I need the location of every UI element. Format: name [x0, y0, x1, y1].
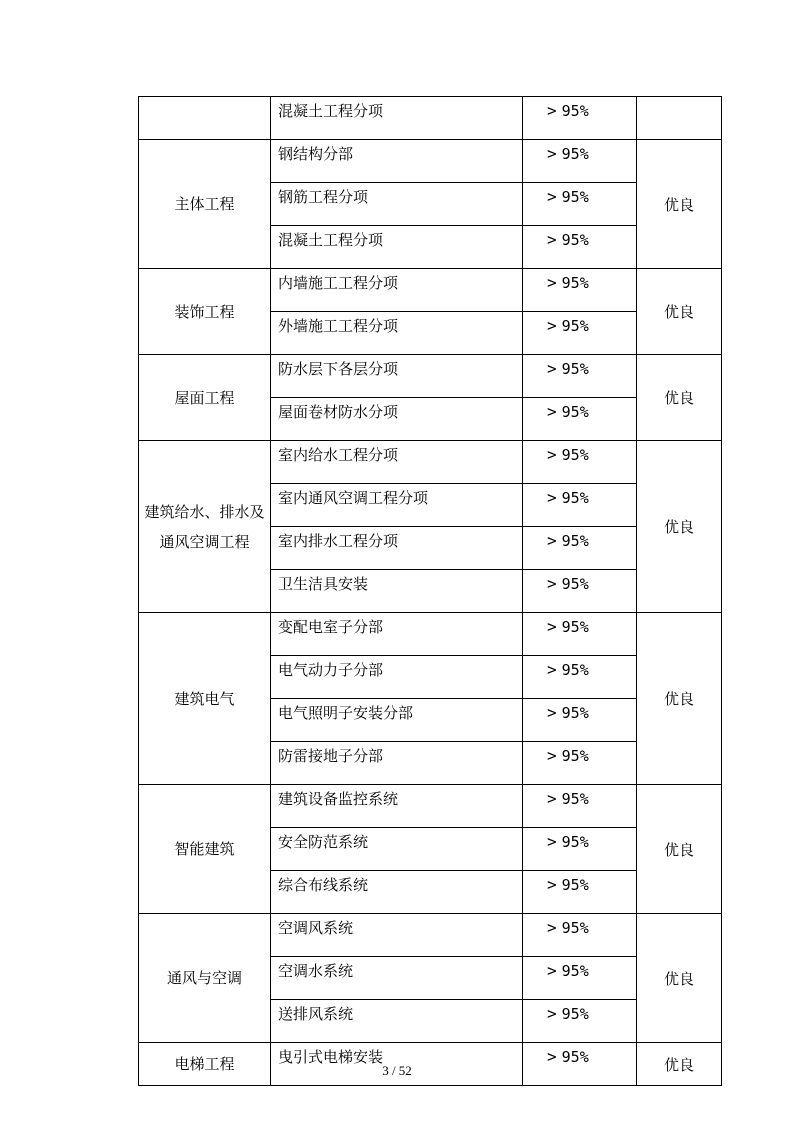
item-name-cell: 曳引式电梯安装: [271, 1043, 523, 1086]
rate-cell: [523, 785, 637, 828]
rate-value: 95%: [561, 317, 589, 335]
rate-cell: [523, 312, 637, 355]
rate-value: 95%: [561, 231, 589, 249]
item-name-cell: 电气照明子安装分部: [271, 699, 523, 742]
item-name-cell: 送排风系统: [271, 1000, 523, 1043]
table-row: [139, 355, 722, 398]
rate-value: 95%: [561, 532, 589, 550]
part-name-cell: 主体工程: [139, 140, 271, 269]
grade-cell: 优良: [637, 269, 722, 355]
greater-than-sign: >: [547, 531, 557, 550]
part-name-cell: 电梯工程: [139, 1043, 271, 1086]
rate-cell: [523, 828, 637, 871]
part-name-cell: [139, 97, 271, 140]
item-name-cell: 防水层下各层分项: [271, 355, 523, 398]
table-row: [139, 269, 722, 312]
greater-than-sign: >: [547, 1004, 557, 1023]
rate-value: 95%: [561, 102, 589, 120]
rate-cell: [523, 355, 637, 398]
greater-than-sign: >: [547, 789, 557, 808]
item-name-cell: 电气动力子分部: [271, 656, 523, 699]
rate-value: 95%: [561, 274, 589, 292]
rate-cell: [523, 742, 637, 785]
rate-value: 95%: [561, 446, 589, 464]
item-name-cell: 防雷接地子分部: [271, 742, 523, 785]
greater-than-sign: >: [547, 875, 557, 894]
rate-cell: [523, 140, 637, 183]
grade-cell: 优良: [637, 1043, 722, 1086]
item-name-cell: 综合布线系统: [271, 871, 523, 914]
item-name-cell: 混凝土工程分项: [271, 226, 523, 269]
greater-than-sign: >: [547, 617, 557, 636]
table-row: [139, 914, 722, 957]
rate-cell: [523, 570, 637, 613]
rate-cell: [523, 1000, 637, 1043]
greater-than-sign: >: [547, 187, 557, 206]
rate-value: 95%: [561, 489, 589, 507]
part-name-cell: 建筑电气: [139, 613, 271, 785]
rate-value: 95%: [561, 833, 589, 851]
greater-than-sign: >: [547, 101, 557, 120]
rate-value: 95%: [561, 1005, 589, 1023]
greater-than-sign: >: [547, 832, 557, 851]
rate-value: 95%: [561, 747, 589, 765]
item-name-cell: 屋面卷材防水分项: [271, 398, 523, 441]
rate-cell: [523, 914, 637, 957]
rate-value: 95%: [561, 188, 589, 206]
rate-value: 95%: [561, 618, 589, 636]
rate-cell: [523, 484, 637, 527]
table-row: [139, 785, 722, 828]
rate-cell: [523, 398, 637, 441]
greater-than-sign: >: [547, 703, 557, 722]
item-name-cell: 空调风系统: [271, 914, 523, 957]
rate-value: 95%: [561, 704, 589, 722]
table-body: [139, 97, 722, 1086]
greater-than-sign: >: [547, 359, 557, 378]
greater-than-sign: >: [547, 488, 557, 507]
rate-cell: [523, 699, 637, 742]
item-name-cell: 卫生洁具安装: [271, 570, 523, 613]
greater-than-sign: >: [547, 574, 557, 593]
part-name-cell: 装饰工程: [139, 269, 271, 355]
grade-cell: 优良: [637, 785, 722, 914]
quality-table: [138, 96, 722, 1086]
greater-than-sign: >: [547, 445, 557, 464]
item-name-cell: 室内排水工程分项: [271, 527, 523, 570]
rate-cell: [523, 527, 637, 570]
rate-value: 95%: [561, 360, 589, 378]
greater-than-sign: >: [547, 918, 557, 937]
rate-value: 95%: [561, 876, 589, 894]
greater-than-sign: >: [547, 230, 557, 249]
rate-cell: [523, 957, 637, 1000]
greater-than-sign: >: [547, 961, 557, 980]
rate-value: 95%: [561, 575, 589, 593]
item-name-cell: 外墙施工工程分项: [271, 312, 523, 355]
item-name-cell: 空调水系统: [271, 957, 523, 1000]
item-name-cell: 钢结构分部: [271, 140, 523, 183]
item-name-cell: 建筑设备监控系统: [271, 785, 523, 828]
rate-cell: [523, 871, 637, 914]
grade-cell: 优良: [637, 355, 722, 441]
part-name-cell: 通风与空调: [139, 914, 271, 1043]
greater-than-sign: >: [547, 402, 557, 421]
item-name-cell: 钢筋工程分项: [271, 183, 523, 226]
table-row: [139, 613, 722, 656]
table-row: [139, 441, 722, 484]
greater-than-sign: >: [547, 660, 557, 679]
item-name-cell: 混凝土工程分项: [271, 97, 523, 140]
greater-than-sign: >: [547, 273, 557, 292]
grade-cell: 优良: [637, 914, 722, 1043]
grade-cell: 优良: [637, 613, 722, 785]
rate-cell: [523, 269, 637, 312]
item-name-cell: 室内通风空调工程分项: [271, 484, 523, 527]
item-name-cell: 室内给水工程分项: [271, 441, 523, 484]
rate-value: 95%: [561, 403, 589, 421]
greater-than-sign: >: [547, 144, 557, 163]
part-name-cell: 屋面工程: [139, 355, 271, 441]
rate-value: 95%: [561, 962, 589, 980]
greater-than-sign: >: [547, 316, 557, 335]
rate-value: 95%: [561, 1048, 589, 1066]
rate-cell: [523, 97, 637, 140]
rate-cell: [523, 613, 637, 656]
item-name-cell: 安全防范系统: [271, 828, 523, 871]
rate-value: 95%: [561, 919, 589, 937]
grade-cell: 优良: [637, 140, 722, 269]
rate-cell: [523, 656, 637, 699]
item-name-cell: 变配电室子分部: [271, 613, 523, 656]
grade-cell: [637, 97, 722, 140]
grade-cell: 优良: [637, 441, 722, 613]
rate-value: 95%: [561, 661, 589, 679]
rate-cell: [523, 183, 637, 226]
item-name-cell: 内墙施工工程分项: [271, 269, 523, 312]
rate-cell: [523, 441, 637, 484]
part-name-cell: 智能建筑: [139, 785, 271, 914]
greater-than-sign: >: [547, 746, 557, 765]
table-row: [139, 140, 722, 183]
greater-than-sign: >: [547, 1047, 557, 1066]
rate-value: 95%: [561, 790, 589, 808]
rate-cell: [523, 226, 637, 269]
table-row: [139, 97, 722, 140]
page-number: 3 / 52: [382, 1063, 412, 1078]
rate-value: 95%: [561, 145, 589, 163]
part-name-cell: 建筑给水、排水及 通风空调工程: [139, 441, 271, 613]
